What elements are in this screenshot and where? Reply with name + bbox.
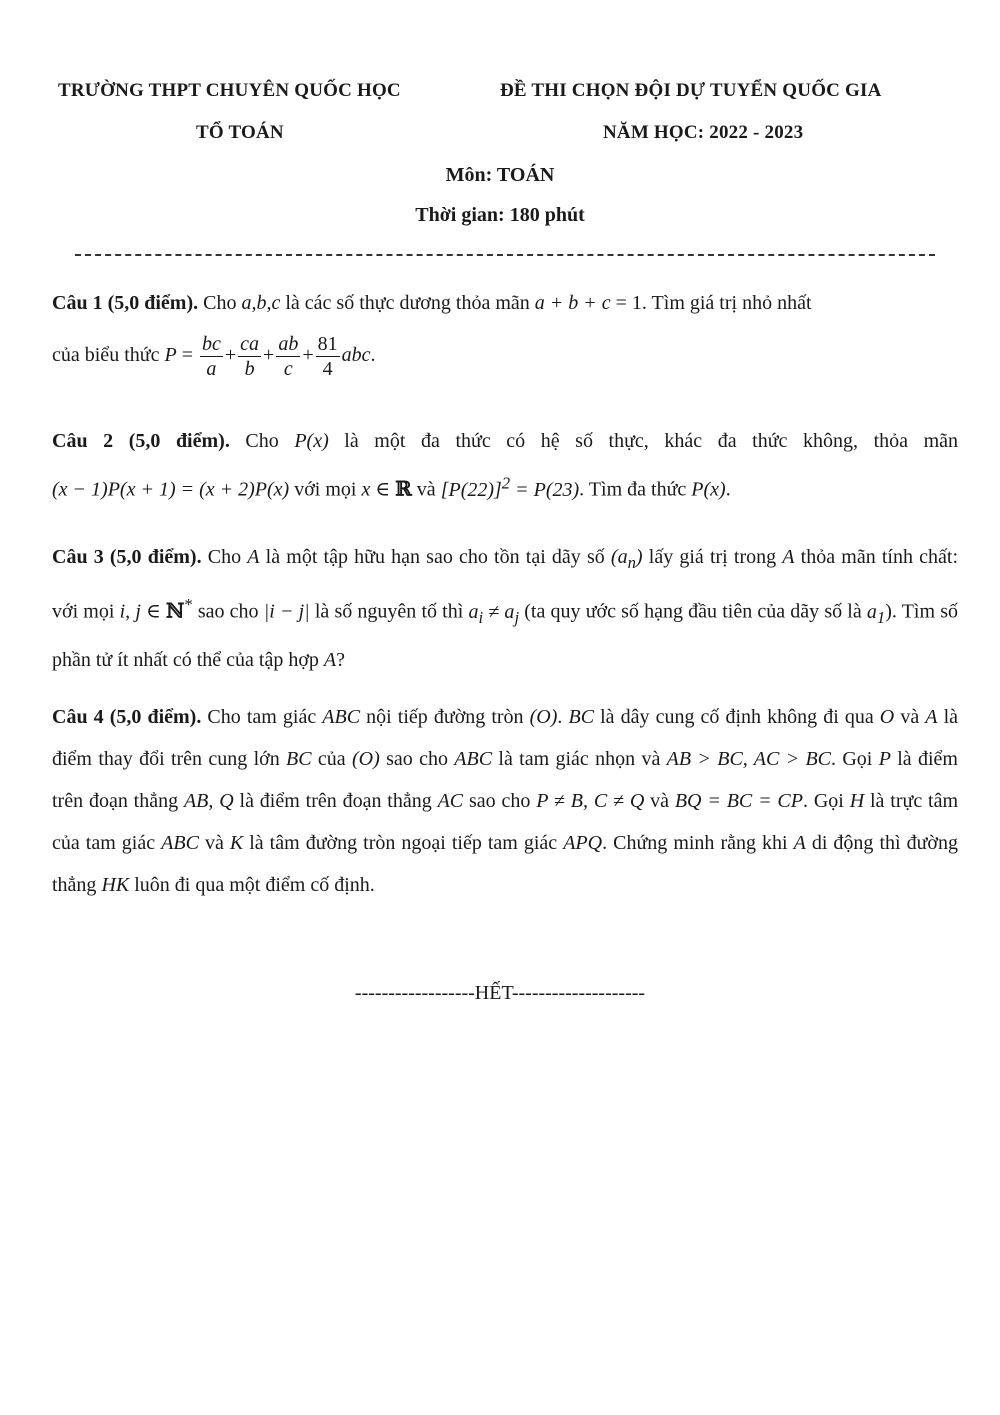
question-4: Câu 4 (5,0 điểm). Cho tam giác ABC nội tiếp đường tròn (O). BC là dây cung cố định không đi qua O và A là điểm thay đổi trên cung lớn BC của (O) sao cho ABC là tam giác nhọn và AB > BC, AC > BC. Gọi P là điểm trên đoạn thẳng AB, Q là điểm trên đoạn thẳng AC sao cho P ≠ B, C ≠ Q và BQ = BC = CP. Gọi H là trực tâm của tam giác ABC và K là tâm đường tròn ngoại tiếp tam giác APQ. Chứng minh rằng khi A di động thì đường thẳng HK luôn đi qua một điểm cố định. xyxy=(52,706,959,896)
question-4-label: Câu 4 (5,0 điểm). xyxy=(52,706,202,728)
school-year: NĂM HỌC: 2022 - 2023 xyxy=(603,122,804,143)
exam-title: ĐỀ THI CHỌN ĐỘI DỰ TUYỂN QUỐC GIA xyxy=(500,80,882,101)
question-1-label: Câu 1 (5,0 điểm). xyxy=(52,292,199,314)
school-name: TRƯỜNG THPT CHUYÊN QUỐC HỌC xyxy=(58,80,401,101)
department-name: TỔ TOÁN xyxy=(196,122,284,143)
duration-line: Thời gian: 180 phút xyxy=(415,204,585,226)
question-2-label: Câu 2 (5,0 điểm). xyxy=(52,430,230,452)
end-mark: ------------------HẾT-------------------- xyxy=(354,982,646,1004)
subject-line: Môn: TOÁN xyxy=(445,164,555,186)
question-2: Câu 2 (5,0 điểm). Cho P(x) là một đa thức có hệ số thực, khác đa thức không, thỏa mãn (x − 1)P(x + 1) = (x + 2)P(x) với mọi x ∈ ℝ và $[P(22)]^2 = P(23)$. Tìm đa thức P(x). xyxy=(52,430,959,501)
question-3: Câu 3 (5,0 điểm). Cho A là một tập hữu hạn sao cho tồn tại dãy số $(a_n)$ lấy giá trị trong A thỏa mãn tính chất: với mọi i, j ∈ ℕ* sao cho |i − j| là số nguyên tố thì $a_i \ne a_j$ (ta quy ước số hạng đầu tiên của dãy số là $a_1$). Tìm số phần tử ít nhất có thể của tập hợp A? xyxy=(52,546,959,671)
question-1: Câu 1 (5,0 điểm). Cho a,b,c là các số thực dương thỏa mãn a + b + c = 1. Tìm giá trị nhỏ nhất của biểu thức P = $\frac{bc}{a}$ + $\frac{ca}{b}$ + $\frac{ab}{c}$ + $\frac{81}{4}$ abc. xyxy=(52,292,812,380)
question-3-label: Câu 3 (5,0 điểm). xyxy=(52,546,202,568)
header-divider xyxy=(75,254,935,256)
